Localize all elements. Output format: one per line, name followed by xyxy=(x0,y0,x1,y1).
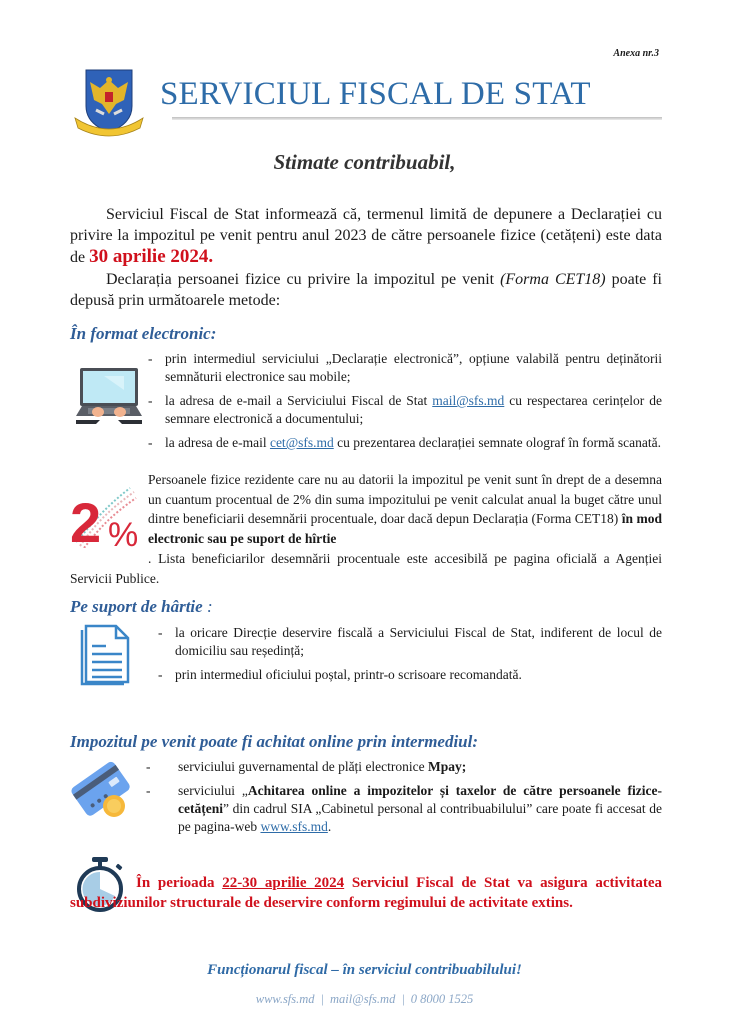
footer-email[interactable]: mail@sfs.md xyxy=(330,992,396,1006)
list-item-text: cu respectarea cerințelor de semnare electronică a documentului; xyxy=(165,393,663,426)
section-heading-paper xyxy=(70,597,213,617)
footer-contacts xyxy=(0,992,729,1007)
list-item-text: la adresa de e-mail xyxy=(165,435,270,450)
section-heading-electronic: În format electronic: xyxy=(70,324,217,343)
email-link-cet[interactable]: cet@sfs.md xyxy=(269,435,334,450)
svg-text:%: % xyxy=(108,516,139,548)
list-item-text: serviciului „ xyxy=(178,783,248,798)
percent-text: Persoanele fizice rezidente care nu au datorii la impozitul pe venit sunt în drept de a desemna un cuantum procentual de 2% din suma impozitului pe venit calculat anual la buget către unul dintre beneficiarii desemnării procentuale, doar dacă depun Declarația (Forma CET18) xyxy=(148,472,662,526)
footer-website[interactable]: www.sfs.md xyxy=(255,992,315,1006)
document-icon xyxy=(80,624,132,686)
methods-text-end: poate fi depusă prin următoarele metode: xyxy=(70,271,663,309)
intro-paragraph-methods xyxy=(70,269,662,311)
separator: | xyxy=(320,992,324,1006)
notice-text-end: Serviciul Fiscal de Stat va asigura activitatea subdiviziunilor structurale de deservire conform regimului de activitate extins. xyxy=(70,875,662,911)
svg-text:2: 2 xyxy=(70,491,102,548)
title-divider xyxy=(172,117,662,120)
list-item-text: cu prezentarea declarației semnate olograf în formă scanată. xyxy=(333,435,661,450)
list-item xyxy=(148,350,662,386)
list-item xyxy=(148,392,662,428)
payment-methods-list xyxy=(146,758,662,842)
electronic-methods-list xyxy=(148,350,662,458)
list-item xyxy=(146,782,662,836)
organization-title: SERVICIUL FISCAL DE STAT xyxy=(160,76,591,112)
deadline-date: 30 aprilie 2024. xyxy=(89,246,214,267)
intro-paragraph-deadline xyxy=(70,204,662,268)
intro-text: Serviciul Fiscal de Stat informează că, termenul limită de depunere a Declarației cu privire la impozitul pe venit pentru anul 2023 de către persoanele fizice (cetățeni) este data de xyxy=(70,206,662,266)
annex-label: Anexa nr.3 xyxy=(613,48,659,59)
list-item xyxy=(148,434,662,452)
footer-phone: 0 8000 1525 xyxy=(410,992,474,1006)
credit-card-icon xyxy=(70,758,132,820)
list-item-text: prin intermediul serviciului „Declarație electronică”, opțiune valabilă pentru deținătorii semnăturii electronice sau mobile; xyxy=(165,351,662,384)
service-name: Achitarea online a impozitelor și taxelor de către persoanele fizice-cetățeni xyxy=(178,783,663,816)
two-percent-icon xyxy=(70,486,140,548)
paper-heading-text: Pe suport de hârtie xyxy=(70,597,203,616)
footer-slogan: Funcționarul fiscal – în serviciul contribuabilului! xyxy=(207,962,522,978)
separator: | xyxy=(401,992,405,1006)
laptop-icon xyxy=(74,366,144,428)
extended-hours-notice xyxy=(70,873,662,913)
list-item-text: . xyxy=(327,819,332,834)
form-name: (Forma CET18) xyxy=(500,271,606,288)
list-item: - prin intermediul oficiului poștal, printr-o scrisoare recomandată. xyxy=(158,666,662,684)
percent-designation-paragraph xyxy=(148,470,662,548)
paper-heading-suffix: : xyxy=(202,597,213,616)
mpay-label: Mpay; xyxy=(428,759,467,774)
notice-dates: 22-30 aprilie 2024 xyxy=(222,875,345,891)
list-item-text: ” din cadrul SIA „Cabinetul personal al contribuabilului” care poate fi accesat de pe pagina-web xyxy=(178,801,662,834)
list-item-text: la adresa de e-mail a Serviciului Fiscal de Stat xyxy=(165,393,433,408)
emblem-logo xyxy=(72,66,146,138)
section-heading-payment: Impozitul pe venit poate fi achitat online prin intermediul: xyxy=(70,732,479,751)
list-item: - la oricare Direcție deservire fiscală a Serviciului Fiscal de Stat, indiferent de locul de domiciliu sau reședință; xyxy=(158,624,662,660)
percent-text-bold: în mod electronic sau pe suport de hîrtie xyxy=(148,511,662,546)
methods-text: Declarația persoanei fizice cu privire la impozitul pe venit xyxy=(106,271,501,288)
email-link-mail[interactable]: mail@sfs.md xyxy=(432,393,505,408)
website-link[interactable]: www.sfs.md xyxy=(260,819,328,834)
list-item xyxy=(146,758,662,776)
list-item-text: serviciului guvernamental de plăți electronice xyxy=(178,759,429,774)
notice-text: În perioada xyxy=(136,875,223,891)
greeting: Stimate contribuabil, xyxy=(273,150,456,174)
percent-tail-paragraph: . Lista beneficiarilor desemnării procentuale este accesibilă pe pagina oficială a Agenției Servicii Publice. xyxy=(70,551,662,586)
paper-methods-list xyxy=(158,624,662,690)
